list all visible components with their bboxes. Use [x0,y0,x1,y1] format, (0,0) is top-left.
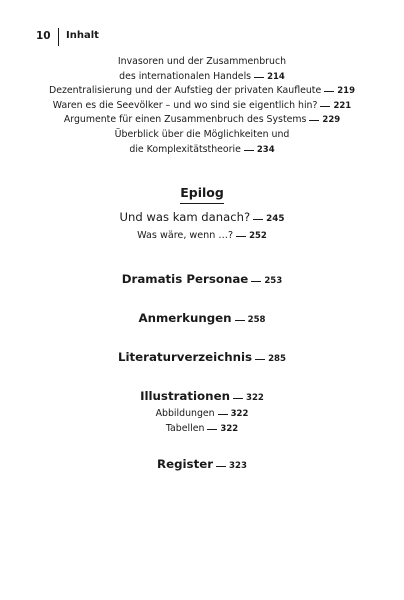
toc-entry-page: 258 [247,315,266,326]
leader-dash [216,466,226,467]
leader-dash [218,414,228,415]
toc-entry[interactable] [40,55,364,84]
toc-entry-page: 323 [229,461,247,472]
toc-entry-title: Abbildungen [155,408,215,420]
leader-dash [233,398,243,399]
toc-entry[interactable] [40,113,364,128]
toc-entry[interactable] [40,228,364,244]
toc-entry-page: 234 [256,144,275,155]
toc-entry-page: 229 [322,115,341,126]
toc-entry-title: Dezentralisierung und der Aufstieg der privaten Kaufleute [48,85,322,97]
leader-dash [235,320,245,321]
toc-entry[interactable] [40,84,364,99]
leader-dash [254,77,264,78]
toc-entry-title-cont: die Komplexitätstheorie [129,143,241,155]
toc-section-title: Anmerkungen [138,311,232,326]
toc-section-literaturverzeichnis[interactable] [40,348,364,368]
leader-dash [251,281,261,282]
toc-entry[interactable] [40,209,364,228]
toc-entry-page: 252 [249,231,267,242]
toc-section-anmerkungen[interactable] [40,309,364,329]
toc-section-title: Literaturverzeichnis [117,350,253,365]
toc-entry-title: Tabellen [165,422,205,434]
toc-entry[interactable] [40,422,364,437]
header-divider [58,28,59,46]
toc-entry-title-cont: des internationalen Handels [119,70,252,82]
toc-entry-page: 214 [267,71,285,82]
toc-entry[interactable] [40,99,364,114]
toc-entry-page: 253 [264,276,283,287]
leader-dash [236,236,246,237]
toc-section-title: Dramatis Personae [121,272,249,287]
leader-dash [253,219,263,220]
page-header [36,30,368,46]
running-title: Inhalt [66,30,99,41]
toc-entry-title: Argumente für einen Zusammenbruch des Systems [63,114,307,126]
toc-entry-page: 322 [220,423,239,434]
toc-entry-page: 221 [333,100,352,111]
epilog-underline [180,203,224,204]
leader-dash [309,120,319,121]
page-number: 10 [36,30,51,42]
toc-section-title: Register [156,457,214,472]
toc-entry-page: 322 [230,409,249,420]
leader-dash [320,106,330,107]
toc-section-illustrationen[interactable] [40,387,364,407]
toc-entry-page: 285 [268,354,287,365]
toc-entry[interactable] [40,128,364,157]
toc-entry-title: Und was kam danach? [119,210,251,225]
leader-dash [255,359,265,360]
leader-dash [244,150,254,151]
toc-entry-title: Invasoren und der Zusammenbruch [117,56,287,67]
toc-entry-page: 322 [245,393,264,404]
toc-entry-title: Was wäre, wenn …? [137,230,234,242]
table-of-contents [40,55,364,475]
toc-entry-title: Überblick über die Möglichkeiten und [114,128,290,140]
toc-entry-page: 245 [266,214,285,225]
toc-entry-title: Waren es die Seevölker – und wo sind sie eigentlich hin? [52,99,318,111]
toc-section-dramatis-personae[interactable] [40,270,364,290]
toc-section-title: Illustrationen [140,389,230,404]
leader-dash [207,429,217,430]
leader-dash [324,91,334,92]
toc-entry-page: 219 [337,86,355,97]
toc-section-register[interactable] [40,455,364,475]
epilog-heading[interactable]: Epilog [180,185,224,201]
toc-entry[interactable] [40,407,364,422]
